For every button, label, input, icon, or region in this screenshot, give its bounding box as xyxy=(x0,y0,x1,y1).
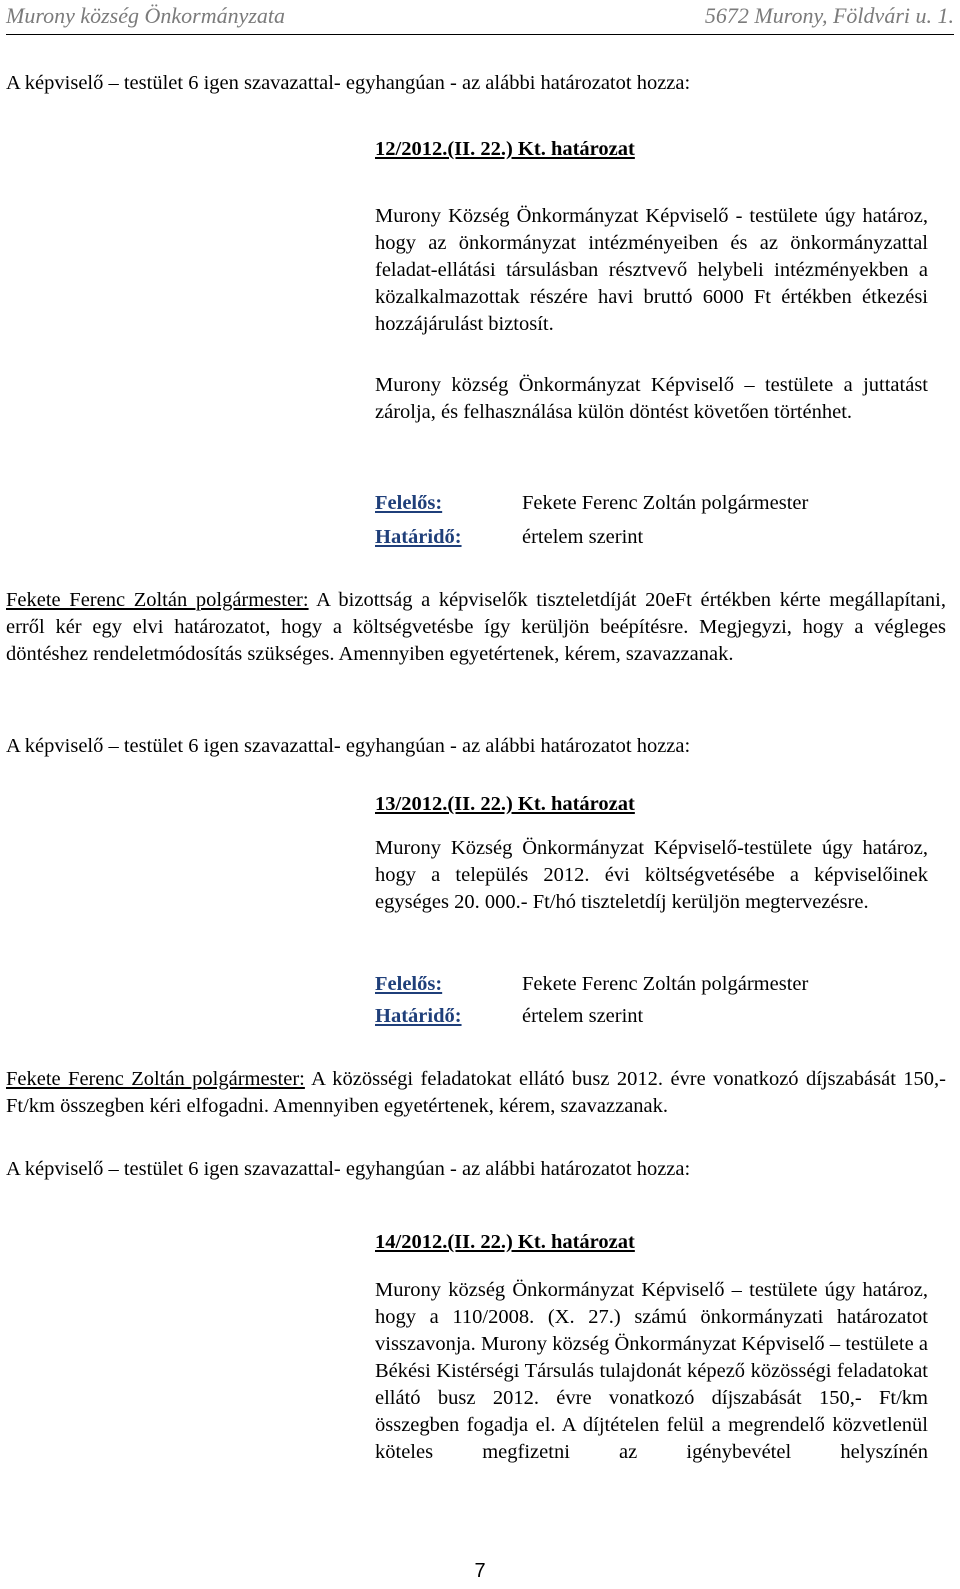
deadline-label: Határidő: xyxy=(375,1005,462,1027)
vote-statement-1: A képviselő – testület 6 igen szavazattal- egyhangúan - az alábbi határozatot hozza: xyxy=(6,72,691,94)
resolution-13-deadline-row xyxy=(375,1003,928,1030)
resolution-12-body-2: Murony község Önkormányzat Képviselő – testülete a juttatást zárolja, és felhasználása külön döntést követően történhet. xyxy=(375,374,928,423)
deadline-value: értelem szerint xyxy=(522,526,644,548)
header-address: 5672 Murony, Földvári u. 1. xyxy=(704,3,954,28)
deadline-value: értelem szerint xyxy=(522,1005,644,1027)
page-header xyxy=(6,0,954,35)
responsible-value: Fekete Ferenc Zoltán polgármester xyxy=(522,973,809,995)
responsible-value: Fekete Ferenc Zoltán polgármester xyxy=(522,492,809,514)
resolution-12-responsible-row xyxy=(375,490,928,517)
responsible-label: Felelős: xyxy=(375,973,443,995)
page-number: 7 xyxy=(474,1560,486,1582)
responsible-label: Felelős: xyxy=(375,492,443,514)
deadline-label: Határidő: xyxy=(375,526,462,548)
resolution-13-title: 13/2012.(II. 22.) Kt. határozat xyxy=(375,793,635,815)
speaker-name: Fekete Ferenc Zoltán polgármester: xyxy=(6,1068,305,1090)
vote-statement-3: A képviselő – testület 6 igen szavazattal- egyhangúan - az alábbi határozatot hozza: xyxy=(6,1158,691,1180)
speech-text: A bizottság a képviselők tiszteletdíját 20eFt értékben kérte megállapítani, erről kér egy elvi határozatot, hogy a költségvetésbe így kerüljön beépítésre. Megjegyzi, hogy a végleges döntéshez rendeletmódosítás szükséges. Amennyiben egyetértenek, kérem, szavazzanak. xyxy=(6,589,947,665)
resolution-12-title: 12/2012.(II. 22.) Kt. határozat xyxy=(375,138,635,160)
header-municipality: Murony község Önkormányzata xyxy=(6,3,286,28)
speech-text: A közösségi feladatokat ellátó busz 2012. évre vonatkozó díjszabását 150,- Ft/km összegben kéri elfogadni. Amennyiben egyetértenek, kérem, szavazzanak. xyxy=(6,1068,947,1117)
vote-statement-2: A képviselő – testület 6 igen szavazattal- egyhangúan - az alábbi határozatot hozza: xyxy=(6,735,691,757)
resolution-14-body: Murony község Önkormányzat Képviselő – testülete úgy határoz, hogy a 110/2008. (X. 27.) számú önkormányzati határozatot visszavonja. Murony község Önkormányzat Képviselő – testülete a Békési Kistérségi Társulás tulajdonát képező közösségi feladatokat ellátó busz 2012. évre vonatkozó díjszabását 150,- Ft/km összegben fogadja el. A díjtételen felül a megrendelő közvetlenül köteles megfizetni az igénybevétel helyszínén xyxy=(375,1279,928,1463)
mayor-speech-1 xyxy=(6,587,946,668)
resolution-13-body: Murony Község Önkormányzat Képviselő-testülete úgy határoz, hogy a település 2012. évi költségvetésébe a képviselőinek egységes 20. 000.- Ft/hó tiszteletdíj kerüljön megtervezésre. xyxy=(375,837,928,913)
resolution-12-body: Murony Község Önkormányzat Képviselő - testülete úgy határoz, hogy az önkormányzat intézményeiben és az önkormányzattal feladat-ellátási társulásban résztvevő helybeli intézményekben a közalkalmazottak részére havi bruttó 6000 Ft értékben étkezési hozzájárulást biztosít. xyxy=(375,205,928,335)
resolution-14-title: 14/2012.(II. 22.) Kt. határozat xyxy=(375,1231,635,1253)
resolution-12-deadline-row xyxy=(375,524,928,551)
mayor-speech-2 xyxy=(6,1066,946,1120)
speaker-name: Fekete Ferenc Zoltán polgármester: xyxy=(6,589,309,611)
resolution-13-responsible-row xyxy=(375,971,928,998)
